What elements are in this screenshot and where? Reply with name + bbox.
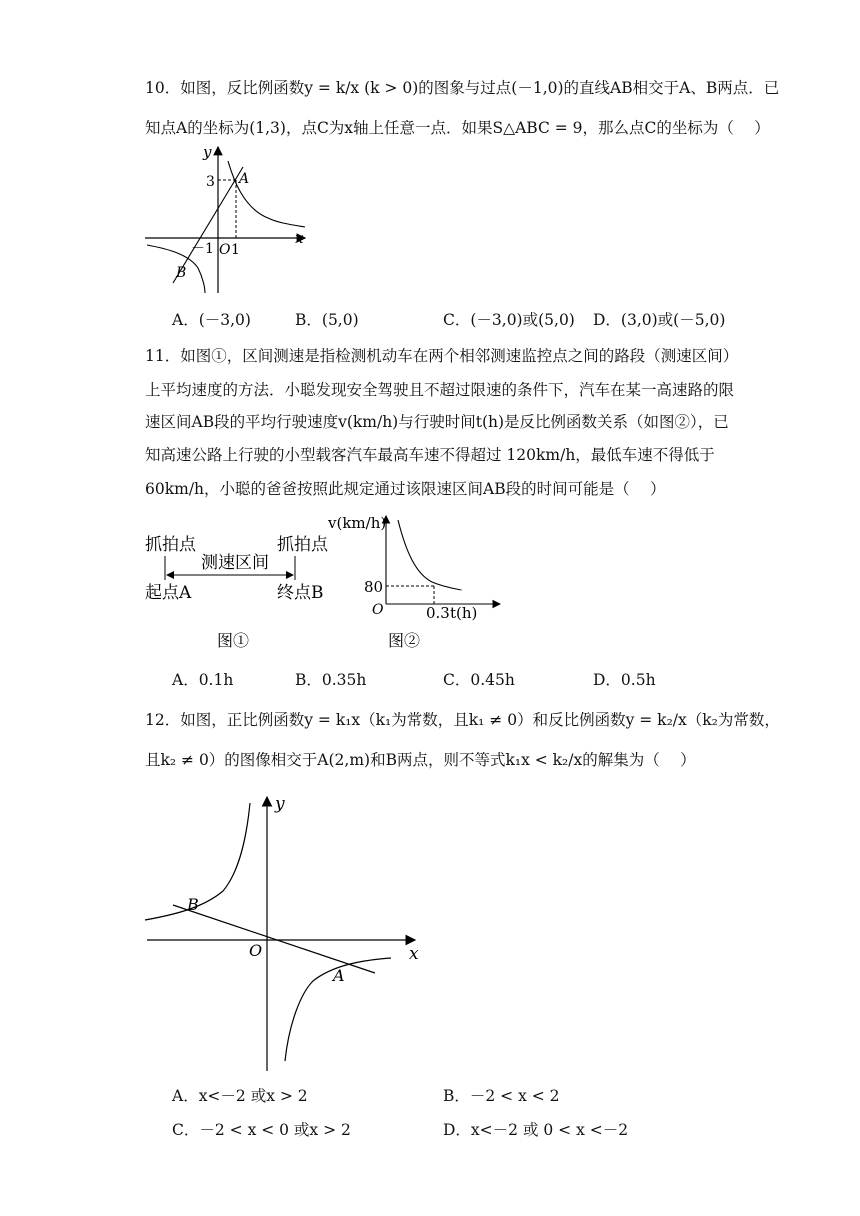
q10-line2: 知点A的坐标为(1,3)，点C为x轴上任意一点．如果S△ABC = 9，那么点C的坐标为（ ） (145, 119, 770, 137)
q12-line2: 且k₂ ≠ 0）的图像相交于A(2,m)和B两点，则不等式k₁x < k₂/x的解集为（ ） (145, 751, 696, 769)
q11-fig1-top-right: 抓拍点 (277, 535, 328, 555)
q12-figure (143, 793, 428, 1073)
q11-fig1-bottom-left: 起点A (145, 583, 192, 603)
q10-line1: 10．如图，反比例函数y = k/x (k > 0)的图象与过点(－1,0)的直线AB相交于A、B两点．已 (145, 79, 780, 97)
q12-line-AB (173, 905, 375, 973)
q12-option-c[interactable]: C．－2 < x < 0 或x > 2 (172, 1121, 351, 1139)
q11-line2: 上平均速度的方法．小聪发现安全驾驶且不超过限速的条件下，汽车在某一高速路的限 (145, 381, 735, 399)
q11-fig1-top-left: 抓拍点 (145, 535, 196, 555)
q10-option-d[interactable]: D．(3,0)或(－5,0) (593, 311, 726, 329)
q11-fig2-tick-80: 80 (364, 578, 384, 596)
q12-x-label: x (409, 944, 419, 964)
q11-line4: 知高速公路上行驶的小型载客汽车最高车速不得超过 120km/h，最低车速不得低于 (145, 446, 715, 464)
q11-fig2-xlabel: t(h) (450, 604, 478, 622)
q11-fig1-middle: 测速区间 (201, 553, 269, 573)
q12-point-A: A (333, 966, 345, 985)
q10-point-B: B (176, 265, 187, 281)
q12-origin: O (249, 941, 263, 960)
q11-fig2-tick-03: 0.3 (426, 604, 450, 622)
q11-line5: 60km/h，小聪的爸爸按照此规定通过该限速区间AB段的时间可能是（ ） (145, 480, 666, 498)
q11-line1: 11．如图①，区间测速是指检测机动车在两个相邻测速监控点之间的路段（测速区间） (145, 347, 739, 365)
q11-fig1-bottom-right: 终点B (277, 583, 324, 603)
q11-option-b[interactable]: B．0.35h (295, 671, 367, 689)
q10-tick-minus1: －1 (191, 241, 214, 257)
q11-option-a[interactable]: A．0.1h (172, 671, 234, 689)
q12-point-B: B (187, 895, 199, 914)
q11-line3: 速区间AB段的平均行驶速度v(km/h)与行驶时间t(h)是反比例函数关系（如图②），已 (145, 413, 729, 431)
q11-figure2 (328, 512, 478, 652)
q10-tick-3: 3 (206, 174, 215, 190)
q10-tick-1: 1 (231, 242, 240, 258)
q11-fig1-caption: 图① (217, 631, 250, 650)
q12-y-label: y (275, 794, 285, 814)
q10-y-label: y (203, 143, 212, 161)
q10-option-b[interactable]: B．(5,0) (295, 311, 359, 329)
q12-option-d[interactable]: D．x<－2 或 0 < x <－2 (443, 1121, 629, 1139)
q10-point-A: A (239, 171, 250, 187)
q11-fig2-caption: 图② (388, 631, 421, 650)
q12-line1: 12．如图，正比例函数y = k₁x（k₁为常数，且k₁ ≠ 0）和反比例函数y = k₂/x（k₂为常数， (145, 711, 780, 729)
q10-option-a[interactable]: A．(－3,0) (172, 311, 251, 329)
q11-figure1 (143, 528, 343, 668)
q10-option-c[interactable]: C．(－3,0)或(5,0) (443, 311, 575, 329)
q10-x-label: x (295, 229, 304, 247)
q11-option-c[interactable]: C．0.45h (443, 671, 515, 689)
q12-option-b[interactable]: B．－2 < x < 2 (443, 1087, 560, 1105)
q10-figure (143, 143, 313, 293)
q11-fig2-ylabel: v(km/h) (328, 514, 387, 532)
q11-fig2-curve (398, 520, 461, 590)
q11-option-d[interactable]: D．0.5h (593, 671, 656, 689)
q11-fig2-origin: O (372, 602, 384, 618)
q10-origin: O (219, 242, 231, 258)
q12-option-a[interactable]: A．x<－2 或x > 2 (172, 1087, 308, 1105)
